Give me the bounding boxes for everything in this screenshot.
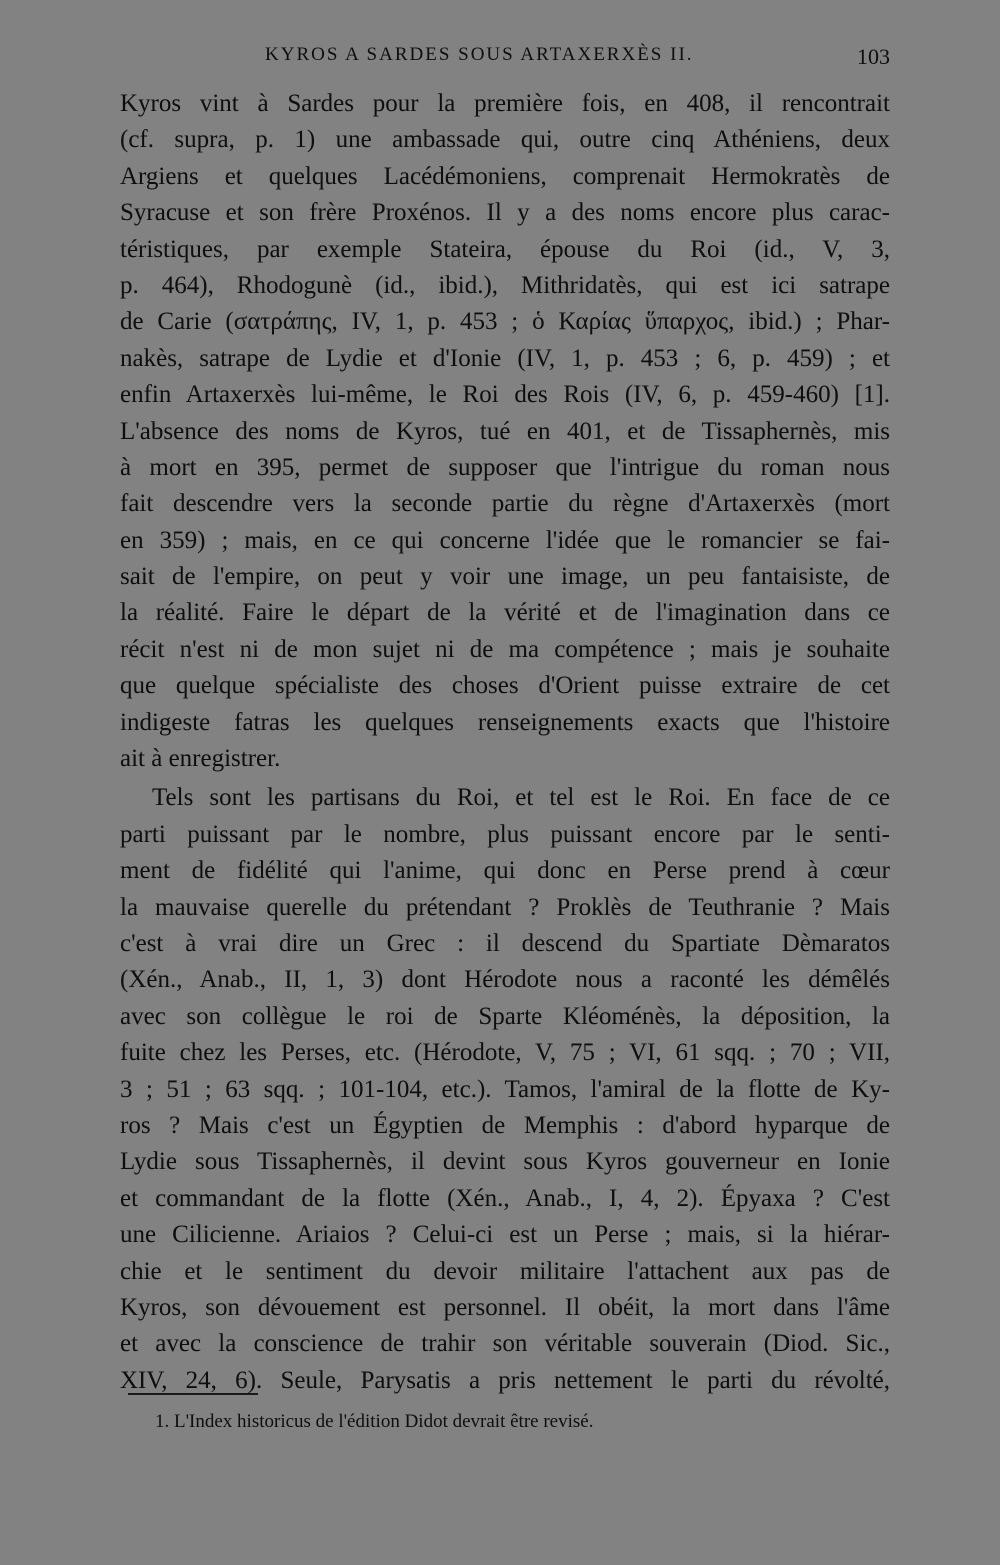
text-line: Kyros, son dévouement est personnel. Il obéit, la mort dans l'âme bbox=[120, 1293, 890, 1321]
text-line: la réalité. Faire le départ de la vérité et de l'imagination dans ce bbox=[120, 599, 890, 627]
paragraph bbox=[120, 780, 890, 1399]
text-line: à mort en 395, permet de supposer que l'intrigue du roman nous bbox=[120, 453, 890, 481]
footnote-divider bbox=[128, 1393, 258, 1395]
text-line: la mauvaise querelle du prétendant ? Proklès de Teuthranie ? Mais bbox=[120, 893, 890, 921]
text-line: avec son collègue le roi de Sparte Kléoménès, la déposition, la bbox=[120, 1002, 890, 1030]
text-line: Tels sont les partisans du Roi, et tel est le Roi. En face de ce bbox=[152, 784, 890, 812]
text-line: ment de fidélité qui l'anime, qui donc en Perse prend à cœur bbox=[120, 857, 890, 885]
text-line: nakès, satrape de Lydie et d'Ionie (IV, 1, p. 453 ; 6, p. 459) ; et bbox=[120, 344, 890, 372]
page-number: 103 bbox=[857, 44, 890, 69]
text-line: L'absence des noms de Kyros, tué en 401, et de Tissaphernès, mis bbox=[120, 417, 890, 445]
text-line: p. 464), Rhodogunè (id., ibid.), Mithridatès, qui est ici satrape bbox=[120, 271, 890, 299]
text-line: Lydie sous Tissaphernès, il devint sous Kyros gouverneur en Ionie bbox=[120, 1148, 890, 1176]
text-line: sait de l'empire, on peut y voir une image, un peu fantaisiste, de bbox=[120, 563, 890, 591]
text-line: (cf. supra, p. 1) une ambassade qui, outre cinq Athéniens, deux bbox=[120, 126, 890, 154]
text-line: Kyros vint à Sardes pour la première fois, en 408, il rencontrait bbox=[120, 90, 890, 117]
text-line: 3 ; 51 ; 63 sqq. ; 101-104, etc.). Tamos, l'amiral de la flotte de Ky- bbox=[120, 1075, 890, 1103]
text-line: ait à enregistrer. bbox=[120, 745, 281, 773]
text-line: XIV, 24, 6). Seule, Parysatis a pris nettement le parti du révolté, bbox=[120, 1366, 890, 1394]
text-line: Argiens et quelques Lacédémoniens, comprenait Hermokratès de bbox=[120, 162, 890, 190]
text-line: et commandant de la flotte (Xén., Anab., I, 4, 2). Épyaxa ? C'est bbox=[120, 1184, 890, 1212]
text-line: Syracuse et son frère Proxénos. Il y a des noms encore plus carac- bbox=[120, 199, 890, 227]
text-line: fait descendre vers la seconde partie du règne d'Artaxerxès (mort bbox=[120, 490, 890, 518]
text-line: téristiques, par exemple Stateira, épouse du Roi (id., V, 3, bbox=[120, 235, 890, 263]
text-line: une Cilicienne. Ariaios ? Celui-ci est un Perse ; mais, si la hiérar- bbox=[120, 1221, 890, 1249]
footnote: 1. L'Index historicus de l'édition Didot devrait être revisé. bbox=[155, 1411, 594, 1432]
running-title: KYROS A SARDES SOUS ARTAXERXÈS II. bbox=[265, 44, 694, 65]
text-line: de Carie (σατράπης, IV, 1, p. 453 ; ὁ Καρίας ὕπαρχος, ibid.) ; Phar- bbox=[120, 308, 890, 336]
text-line: que quelque spécialiste des choses d'Orient puisse extraire de cet bbox=[120, 672, 890, 700]
text-line: fuite chez les Perses, etc. (Hérodote, V, 75 ; VI, 61 sqq. ; 70 ; VII, bbox=[120, 1039, 890, 1067]
text-line: (Xén., Anab., II, 1, 3) dont Hérodote nous a raconté les démêlés bbox=[120, 966, 890, 994]
page-header bbox=[120, 44, 890, 76]
text-line: et avec la conscience de trahir son véritable souverain (Diod. Sic., bbox=[120, 1330, 890, 1358]
text-line: récit n'est ni de mon sujet ni de ma compétence ; mais je souhaite bbox=[120, 635, 890, 663]
text-line: chie et le sentiment du devoir militaire l'attachent aux pas de bbox=[120, 1257, 890, 1285]
text-line: en 359) ; mais, en ce qui concerne l'idée que le romancier se fai- bbox=[120, 526, 890, 554]
text-line: indigeste fatras les quelques renseignements exacts que l'histoire bbox=[120, 708, 890, 736]
text-line: enfin Artaxerxès lui-même, le Roi des Rois (IV, 6, p. 459-460) [1]. bbox=[120, 381, 890, 409]
text-line: c'est à vrai dire un Grec : il descend du Spartiate Dèmaratos bbox=[120, 929, 890, 957]
body-text bbox=[120, 86, 890, 1399]
text-line: ros ? Mais c'est un Égyptien de Memphis : d'abord hyparque de bbox=[120, 1111, 890, 1139]
text-line: parti puissant par le nombre, plus puissant encore par le senti- bbox=[120, 820, 890, 848]
paragraph bbox=[120, 86, 890, 777]
